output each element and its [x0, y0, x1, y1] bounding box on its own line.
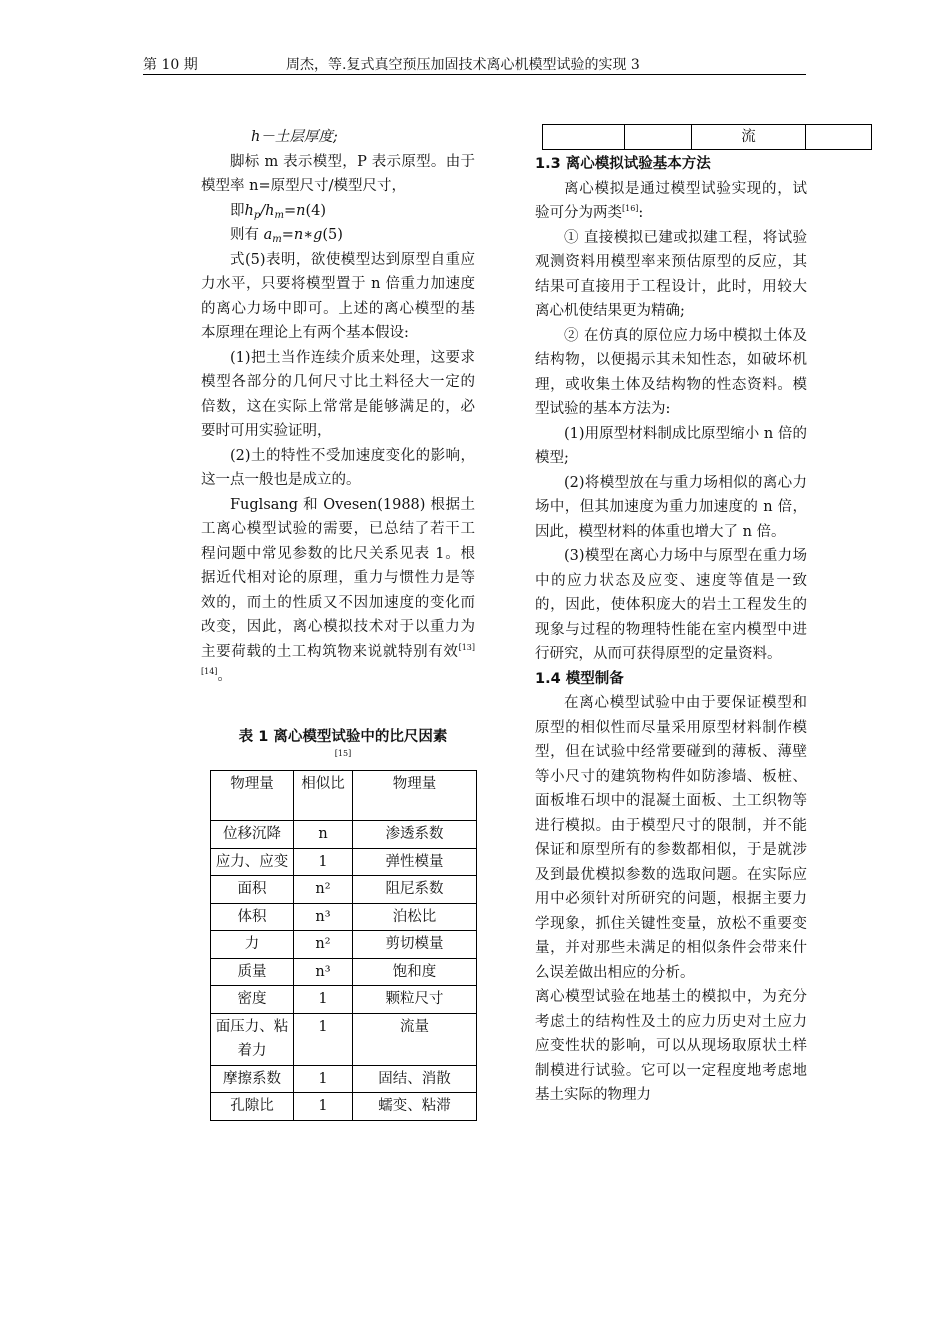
- left-column: [201, 125, 475, 689]
- header-cell: 物理量: [353, 771, 477, 821]
- table-caption-citation: [15]: [334, 749, 352, 758]
- header-rule: [143, 74, 806, 75]
- equation-5: [201, 223, 475, 248]
- table-row: [211, 876, 477, 904]
- table-cell: 阻尼系数: [353, 876, 477, 904]
- eq4-sub-m: m: [274, 209, 284, 221]
- equation-4: [201, 199, 475, 224]
- table-cell: 1: [294, 1093, 353, 1121]
- table-cell: 位移沉降: [211, 821, 294, 849]
- header-cell: 相似比: [294, 771, 353, 821]
- methods-intro-end: :: [638, 205, 644, 221]
- para-soil-simulation: 离心模型试验在地基土的模拟中，为充分考虑土的结构性及土的应力历史对土应力应变性状的影响，可以从现场取原状土样制模进行试验。它可以一定程度地考虑地基土实际的物理力: [535, 989, 807, 1103]
- table-cell: 流: [692, 125, 806, 150]
- table-row: [211, 1065, 477, 1093]
- h-definition: h－土层厚度;: [251, 129, 338, 145]
- table-cell: 密度: [211, 986, 294, 1014]
- table-cell: 1: [294, 986, 353, 1014]
- running-title: 周杰，等.复式真空预压加固技术离心机模型试验的实现 3: [286, 57, 640, 73]
- eq5-sub-m: m: [272, 234, 282, 245]
- eq4-slash: /: [260, 202, 266, 219]
- scale-factor-table: [210, 770, 477, 1121]
- para-model-prep: 在离心模型试验中由于要保证模型和原型的相似性而尽量采用原型材料制作模型，但在试验中经常要碰到的薄板、薄壁等小尺寸的建筑物构件如防渗墙、板桩、面板堆石坝中的混凝土面板、土工织物等进行模拟。由于模型尺寸的限制，并不能保证和原型所有的参数都相似，于是就涉及到最优模拟参数的选取问题。在实际应用中必须针对所研究的问题，根据主要力学现象，抓住关键性变量，放松不重要变量，并对那些未满足的相似条件会带来什么误差做出相应的分析。: [535, 695, 807, 981]
- eq5-prefix: 则有: [230, 227, 259, 243]
- fuglsang-text: Fuglsang 和 Ovesen(1988) 根据土工离心模型试验的需要，已总结了若干工程问题中常见参数的比尺关系见表 1。根据近代相对论的原理，重力与惯性力是等效的，而土的性质又不因加速度的变化而改变，因此，离心模拟技术对于以重力为主要荷载的土工构筑物来说就特别有效: [201, 496, 475, 660]
- para-fuglsang: [201, 493, 475, 689]
- table-cell: 质量: [211, 958, 294, 986]
- para-assumption-2: (2)土的特性不受加速度变化的影响，这一点一般也是成立的。: [201, 447, 475, 488]
- table-cell: n³: [294, 903, 353, 931]
- table-cell: 1: [294, 1013, 353, 1065]
- para-subscript: 脚标 m 表示模型，P 表示原型。由于模型率 n=原型尺寸/模型尺寸，: [201, 153, 475, 194]
- para-formula-explain: 式(5)表明，欲使模型达到原型自重应力水平，只要将模型置于 n 倍重力加速度的离心力场中即可。上述的离心模型的基本原理在理论上有两个基本假设:: [201, 251, 475, 341]
- table-cell: 面积: [211, 876, 294, 904]
- para-method-2: ② 在仿真的原位应力场中模拟土体及结构物，以便揭示其未知性态，如破坏机理，或收集土体及结构物的性态资料。模型试验的基本方法为:: [535, 327, 807, 417]
- eq4-sub-p: p: [253, 209, 261, 221]
- section-title: 模型制备: [565, 670, 624, 687]
- table-row: [211, 958, 477, 986]
- table-cell: 1: [294, 1065, 353, 1093]
- table-row: [211, 1013, 477, 1065]
- table-cell: 蠕变、粘滞: [353, 1093, 477, 1121]
- table-cell: 剪切模量: [353, 931, 477, 959]
- methods-intro-text: 离心模拟是通过模型试验实现的，试验可分为两类: [535, 180, 807, 221]
- right-column: [535, 152, 807, 1108]
- table-cell-empty: [806, 125, 872, 150]
- table-caption: 表 1 离心模型试验中的比尺因素: [238, 729, 448, 745]
- table-row: [211, 821, 477, 849]
- table-row: [211, 986, 477, 1014]
- table-cell: 颗粒尺寸: [353, 986, 477, 1014]
- table-cell: 泊松比: [353, 903, 477, 931]
- section-title: 离心模拟试验基本方法: [565, 156, 711, 172]
- table-cell: 1: [294, 848, 353, 876]
- section-number: 1.4: [535, 670, 561, 687]
- table-row: [211, 931, 477, 959]
- table-cell: 流量: [353, 1013, 477, 1065]
- citation-16: [16]: [622, 204, 639, 213]
- table-row: [543, 125, 872, 150]
- header-cell: 物理量: [211, 771, 294, 821]
- table-cell: 应力、应变: [211, 848, 294, 876]
- eq5-a: a: [263, 227, 273, 243]
- table-cell: 渗透系数: [353, 821, 477, 849]
- table-header-row: [211, 771, 477, 821]
- section-1-4-heading: [535, 667, 807, 692]
- para-step-1: (1)用原型材料制成比原型缩小 n 倍的模型;: [535, 425, 807, 466]
- table-cell: 孔隙比: [211, 1093, 294, 1121]
- para-step-3: (3)模型在离心力场中与原型在重力场中的应力状态及应变、速度等值是一致的，因此，使体积庞大的岩土工程发生的现象与过程的物理特性能在室内模型中进行研究，从而可获得原型的定量资料。: [535, 548, 807, 662]
- para-step-2: (2)将模型放在与重力场相似的离心力场中，但其加速度为重力加速度的 n 倍，因此，模型材料的体重也增大了 n 倍。: [535, 474, 807, 540]
- table-cell-empty: [625, 125, 692, 150]
- issue-number: 第 10 期: [143, 57, 198, 73]
- table-cell: 固结、消散: [353, 1065, 477, 1093]
- eq4-h2: h: [265, 202, 275, 219]
- citation-13-14: [13][14]: [201, 642, 475, 676]
- table-row: [211, 1093, 477, 1121]
- table-cell-empty: [543, 125, 625, 150]
- table-cell: n: [294, 821, 353, 849]
- para-method-1: ① 直接模拟已建或拟建工程，将试验观测资料用模型率来预估原型的反应，其结果可直接用于工程设计，此时，用较大离心机使结果更为精确;: [535, 229, 807, 319]
- eq4-h: h: [244, 202, 254, 219]
- table-cell: n²: [294, 876, 353, 904]
- table-cell: 弹性模量: [353, 848, 477, 876]
- table-cell: n²: [294, 931, 353, 959]
- eq4-prefix: 即: [230, 202, 245, 219]
- section-1-3-heading: [535, 152, 807, 177]
- table-cell: 摩擦系数: [211, 1065, 294, 1093]
- fuglsang-end: 。: [217, 668, 232, 684]
- table-cell: n³: [294, 958, 353, 986]
- para-assumption-1: (1)把土当作连续介质来处理，这要求模型各部分的几何尺寸比土料径大一定的倍数，这在实际上常常是能够满足的，必要时可用实验证明，: [201, 349, 475, 439]
- table-cell: 饱和度: [353, 958, 477, 986]
- table-continuation: [542, 124, 872, 150]
- section-number: 1.3: [535, 156, 561, 172]
- eq5-number: (5): [322, 227, 343, 243]
- para-methods-intro: [535, 177, 807, 226]
- eq5-rest: =n∗g: [281, 227, 323, 243]
- table-row: [211, 903, 477, 931]
- table-row: [211, 848, 477, 876]
- table-cell: 面压力、粘着力: [211, 1013, 294, 1065]
- eq4-number: (4): [305, 202, 327, 219]
- table-cell: 力: [211, 931, 294, 959]
- eq4-rest: =n: [283, 202, 306, 219]
- table-cell: 体积: [211, 903, 294, 931]
